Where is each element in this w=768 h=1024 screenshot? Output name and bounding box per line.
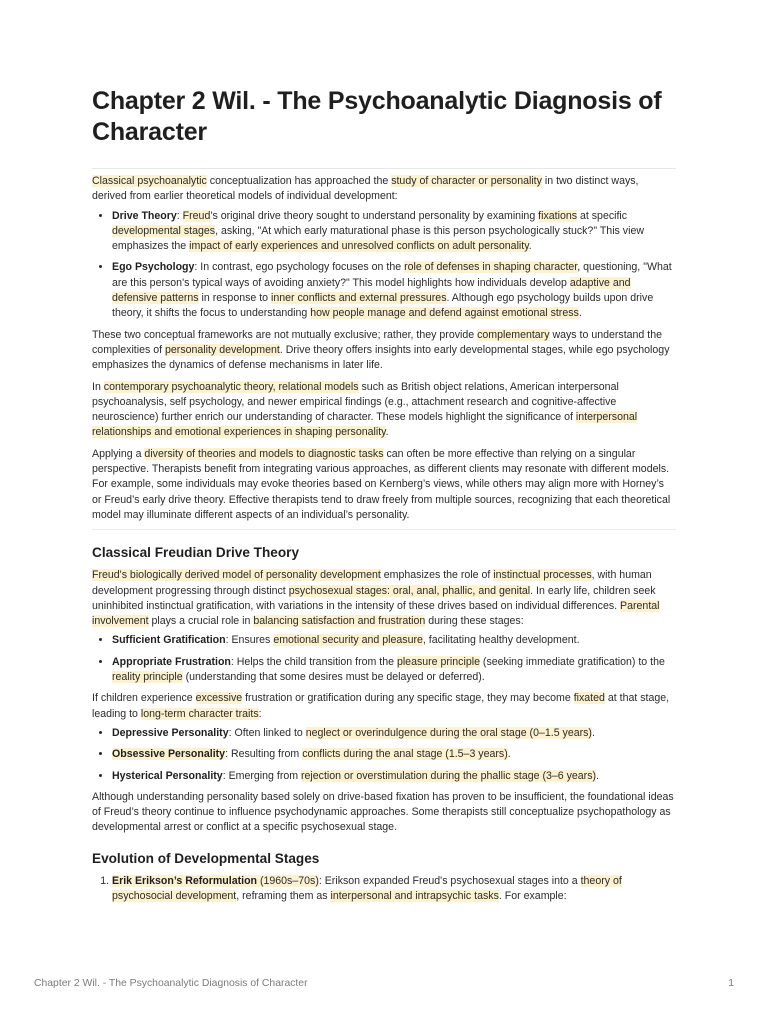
text-run: .: [596, 769, 599, 782]
highlight: conflicts during the anal stage (1.5–3 years): [302, 748, 508, 761]
term-label: Obsessive Personality: [112, 748, 226, 761]
text-run: such as British object relations, American interpersonal psychoanalysis, self psychology, and newer empirical findings (e.g., attachment research and cognitive-affective neuroscience) further enrich our understanding of character. These models highlight the significance of: [92, 380, 619, 424]
highlight: theory of psychosocial development: [112, 874, 622, 902]
section-heading-evolution: Evolution of Developmental Stages: [92, 850, 320, 866]
term-label: Drive Theory: [112, 209, 177, 222]
text-run: ways to understand the complexities of: [92, 328, 662, 356]
text-run: If children experience: [92, 692, 196, 705]
text-run: , questioning, "What are this person's typical ways of avoiding anxiety?" This model highlights how individuals develop: [112, 261, 672, 289]
text-run: , reframing them as: [236, 889, 331, 902]
page-number: 1: [728, 978, 734, 989]
evolution-list: [92, 874, 676, 905]
text-run: .: [385, 426, 389, 439]
highlight: rejection or overstimulation during the phallic stage (3–6 years): [301, 769, 597, 782]
diversity-paragraph: [92, 447, 676, 523]
text-run: during these stages:: [425, 615, 524, 628]
highlight: fixations: [538, 209, 578, 222]
title-divider: [92, 168, 676, 169]
highlight: emotional security and pleasure: [273, 634, 423, 647]
highlight: adaptive and defensive patterns: [112, 276, 631, 305]
text-run: . Drive theory offers insights into early developmental stages, while ego psychology emphasizes the dynamics of defense mechanisms in later life.: [92, 343, 670, 372]
text-run: : Resulting from: [225, 748, 303, 761]
highlight: Classical psychoanalytic: [92, 175, 207, 187]
highlight: diversity of theories and models to diagnostic tasks: [144, 447, 384, 460]
highlight: contemporary psychoanalytic theory, relational models: [103, 380, 359, 393]
highlight: long-term character traits: [140, 707, 259, 720]
text-run: in response to: [198, 292, 272, 305]
text-run: .: [528, 240, 532, 253]
text-run: , with human development progressing through distinct: [92, 569, 652, 597]
page-title: Chapter 2 Wil. - The Psychoanalytic Diagnosis of Character: [92, 87, 662, 146]
highlight: impact of early experiences and unresolved conflicts on adult personality: [189, 240, 529, 253]
text-run: : Helps the child transition from the: [230, 655, 397, 668]
frameworks-paragraph: [92, 328, 676, 374]
approach-list: [92, 209, 676, 322]
text-run: :: [258, 707, 262, 720]
text-run: , asking, "At which early maturational phase is this person psychologically stuck?" This view emphasizes the: [112, 224, 644, 253]
text-run: conceptualization has approached the: [206, 175, 392, 187]
fixation-paragraph: [92, 691, 676, 722]
text-run: . In early life, children seek uninhibited instinctual gratification, with variations in the intensity of these drives based on individual differences.: [92, 584, 656, 612]
highlight: inner conflicts and external pressures: [271, 292, 447, 305]
term-label: Ego Psychology: [112, 261, 195, 274]
relational-paragraph: [92, 380, 676, 441]
highlight: neglect or overindulgence during the oral stage (0–1.5 years): [305, 726, 592, 739]
list-item-obsessive: [112, 747, 676, 762]
text-run: Applying a: [92, 447, 145, 460]
highlight: Freud: [182, 209, 211, 222]
term-label: Depressive Personality: [112, 726, 229, 739]
text-run: . For example:: [498, 889, 567, 902]
text-run: frustration or gratification during any specific stage, they may become: [242, 692, 574, 705]
text-run: : Erikson expanded Freud's psychosexual stages into a: [318, 874, 581, 887]
text-run: In: [92, 380, 104, 393]
text-run: (understanding that some desires must be delayed or deferred).: [182, 671, 485, 684]
text-run: .: [591, 726, 595, 739]
highlight: reality principle: [112, 671, 183, 684]
highlight: how people manage and defend against emotional stress: [310, 307, 579, 320]
text-run: , facilitating healthy development.: [422, 634, 580, 647]
text-run: ’s original drive theory sought to understand personality by examining: [210, 209, 539, 222]
term-label: Hysterical Personality: [112, 769, 223, 782]
list-item-depressive: [112, 726, 676, 741]
highlight: interpersonal and intrapsychic tasks: [330, 889, 499, 902]
text-run: These two conceptual frameworks are not mutually exclusive; rather, they provide: [92, 328, 478, 341]
highlight: role of defenses in shaping character: [404, 261, 578, 274]
insufficiency-paragraph: Although understanding personality based solely on drive-based fixation has proven to be insufficient, the foundational ideas of Freud’s theory continue to influence psychodynamic approaches. Some therapists still conceptualize psychopathology as developmental arrest or conflict at a specific psychosexual stage.: [92, 790, 674, 834]
list-item-appropriate-frustration: [112, 655, 676, 686]
text-run: : Ensures: [225, 634, 274, 647]
freud-model-paragraph: [92, 568, 676, 629]
term-label: Appropriate Frustration: [112, 655, 231, 668]
highlight: pleasure principle: [396, 655, 480, 668]
text-run: can often be more effective than relying on a singular perspective. Therapists benefit from integrating various approaches, as different clients may resonate with different models. For example, some individuals may evoke theories based on Kernberg’s views, while others may align more with Horney’s or Freud’s early drive theory. Effective therapists tend to draw freely from multiple sources, recognizing that each theoretical model may illuminate different aspects of an individual’s personality.: [92, 447, 671, 521]
list-item-erikson: [112, 874, 676, 905]
text-run: (seeking immediate gratification) to the: [479, 655, 665, 668]
text-run: : In contrast, ego psychology focuses on the: [194, 261, 405, 274]
text-run: :: [176, 209, 183, 222]
footer-title: Chapter 2 Wil. - The Psychoanalytic Diagnosis of Character: [34, 978, 308, 989]
highlight: fixated: [573, 692, 605, 705]
text-run: . Although ego psychology builds upon drive theory, it shifts the focus to understanding: [112, 292, 654, 320]
highlight: psychosexual stages: oral, anal, phallic, and genital: [288, 584, 531, 597]
text-run: plays a crucial role in: [148, 615, 254, 628]
highlight: Parental involvement: [92, 599, 660, 628]
text-run: : Often linked to: [228, 726, 306, 739]
text-run: .: [507, 748, 511, 761]
highlight: balancing satisfaction and frustration: [253, 615, 426, 628]
list-item-drive-theory: [112, 209, 676, 255]
highlight: (1960s–70s): [257, 874, 319, 887]
text-run: : Emerging from: [222, 769, 302, 782]
highlight: instinctual processes: [493, 569, 592, 582]
highlight: excessive: [195, 692, 243, 705]
text-run: in two distinct ways, derived from earlier theoretical models of individual development:: [92, 175, 639, 203]
list-item-ego-psychology: [112, 260, 676, 321]
highlight: study of character or personality: [391, 175, 542, 187]
text-run: .: [578, 307, 582, 320]
highlight: complementary: [477, 328, 550, 341]
text-run: at that stage, leading to: [92, 692, 670, 720]
term-label: Erik Erikson’s Reformulation: [112, 874, 258, 887]
section-heading-freudian: Classical Freudian Drive Theory: [92, 545, 300, 561]
highlight: personality development: [165, 343, 280, 356]
list-item-sufficient-gratification: [112, 633, 676, 648]
section-divider: [92, 529, 676, 530]
gratification-list: [92, 633, 676, 685]
document-page: [92, 86, 676, 910]
highlight: developmental stages: [112, 224, 216, 237]
highlight: interpersonal relationships and emotional experiences in shaping personality: [92, 411, 638, 439]
intro-paragraph: [92, 174, 676, 205]
term-label: Sufficient Gratification: [112, 634, 226, 647]
list-item-hysterical: [112, 769, 676, 784]
text-run: at specific: [577, 209, 628, 222]
highlight: Freud's biologically derived model of personality development: [92, 569, 381, 582]
page-footer: [34, 978, 734, 989]
text-run: emphasizes the role of: [380, 569, 494, 582]
personality-list: [92, 726, 676, 784]
